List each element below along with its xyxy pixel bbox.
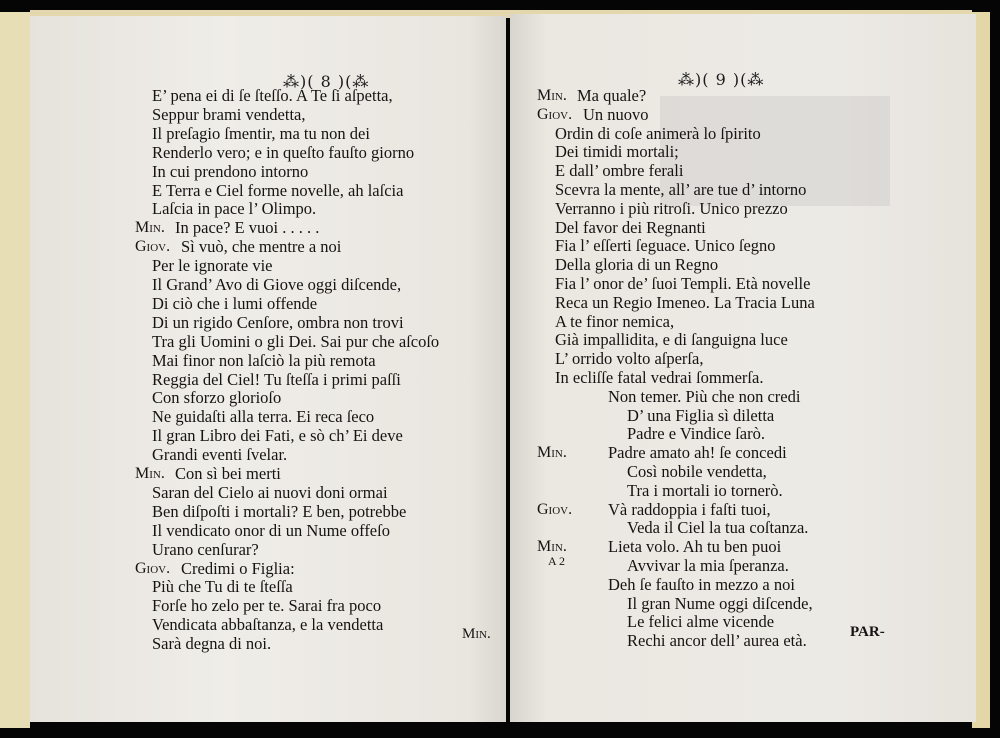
speaker-label: Giov. bbox=[135, 559, 171, 577]
verse-line: Padre e Vindice ſarò. bbox=[627, 424, 765, 444]
verse-line: Della gloria di un Regno bbox=[555, 255, 719, 275]
verse-line: Con sforzo glorioſo bbox=[152, 388, 282, 408]
verse-line: Padre amato ah! ſe concedi bbox=[608, 443, 787, 463]
verse-line: L’ orrido volto aſperſa, bbox=[555, 349, 704, 369]
verse-line: Veda il Ciel la tua coſtanza. bbox=[627, 518, 809, 538]
verse-line: E Terra e Ciel forme novelle, ah laſcia bbox=[152, 180, 404, 200]
right-page bbox=[510, 14, 976, 722]
verse-line: Del favor dei Regnanti bbox=[555, 217, 706, 237]
left-page-edge bbox=[0, 12, 30, 728]
speaker-label: Min. bbox=[537, 87, 567, 104]
verse-line: Scevra la mente, all’ are tue d’ intorno bbox=[555, 180, 807, 199]
verse-line: Rechi ancor dell’ aurea età. bbox=[627, 631, 807, 651]
verse-line: Và raddoppia i faſti tuoi, bbox=[608, 499, 771, 519]
verse-line: Reca un Regio Imeneo. La Tracia Luna bbox=[555, 292, 815, 312]
verse-line: Lieta volo. Ah tu ben puoi bbox=[608, 537, 782, 557]
catchword: Min. bbox=[462, 626, 491, 642]
verse-line: Dei timidi mortali; bbox=[555, 142, 679, 162]
verse-line: Un nuovo bbox=[583, 104, 649, 124]
speaker-label: Giov. bbox=[537, 500, 573, 518]
verse-line: In cui prendono intorno bbox=[152, 161, 309, 181]
verse-line: In pace? E vuoi . . . . . bbox=[175, 218, 320, 238]
verse-line: Non temer. Più che non credi bbox=[608, 386, 801, 406]
verse-line: Ma quale? bbox=[577, 86, 647, 105]
verse-line: Vendicata abbaſtanza, e la vendetta bbox=[152, 615, 384, 635]
verse-line: E’ pena ei di ſe ſteſſo. A Te ſi aſpetta, bbox=[152, 86, 393, 105]
verse-line: Reggia del Ciel! Tu ſteſſa i primi paſſi bbox=[152, 369, 401, 389]
verse-line: Fia l’ onor de’ ſuoi Templi. Età novelle bbox=[555, 274, 811, 293]
verse-line: Seppur brami vendetta, bbox=[152, 104, 306, 124]
speaker-label: Min. bbox=[537, 538, 567, 556]
verse-line: Urano cenſurar? bbox=[152, 539, 259, 559]
catchword: PAR- bbox=[850, 624, 885, 640]
verse-line: Deh ſe fauſto in mezzo a noi bbox=[608, 574, 795, 594]
left-page bbox=[30, 16, 506, 722]
verse-line: Il preſagio ſmentir, ma tu non dei bbox=[152, 123, 370, 143]
verse-line: E dall’ ombre ferali bbox=[555, 161, 684, 181]
verse-line: Con sì bei merti bbox=[175, 464, 281, 483]
verse-line: Fia l’ eſſerti ſeguace. Unico ſegno bbox=[555, 236, 776, 256]
page-number: ⁂)( 8 )(⁂ bbox=[283, 72, 370, 91]
speaker-label: Giov. bbox=[135, 238, 171, 256]
verse-line: Per le ignorate vie bbox=[152, 256, 273, 276]
verse-line: Ne guidaſti alla terra. Ei reca ſeco bbox=[152, 407, 375, 427]
verse-line: Tra i mortali io tornerò. bbox=[627, 480, 783, 500]
verse-line: Renderlo vero; e in queſto fauſto giorno bbox=[152, 142, 415, 162]
verse-line: Avvivar la mia ſperanza. bbox=[627, 556, 789, 575]
verse-line: Di ciò che i lumi offende bbox=[152, 293, 318, 313]
verse-line: Sì vuò, che mentre a noi bbox=[181, 237, 342, 257]
verse-line: Già impallidita, e di ſanguigna luce bbox=[555, 330, 788, 350]
verse-line: Ben diſpoſti i mortali? E ben, potrebbe bbox=[152, 501, 407, 521]
verse-line: Il gran Libro dei Fati, e sò ch’ Ei deve bbox=[152, 426, 403, 446]
verse-line: Così nobile vendetta, bbox=[627, 462, 767, 481]
verse-line: Grandi eventi ſvelar. bbox=[152, 445, 288, 465]
verse-line: A te finor nemica, bbox=[555, 311, 675, 331]
verse-line: In ecliſſe fatal vedrai ſommerſa. bbox=[555, 368, 764, 387]
verse-line: Laſcia in pace l’ Olimpo. bbox=[152, 199, 317, 219]
verse-line: Le felici alme vicende bbox=[627, 612, 775, 632]
verse-line: Saran del Cielo ai nuovi doni ormai bbox=[152, 482, 388, 502]
speaker-label: Min. bbox=[537, 444, 567, 462]
verse-line: Il gran Nume oggi diſcende, bbox=[627, 593, 813, 613]
verse-line: Il Grand’ Avo di Giove oggi diſcende, bbox=[152, 275, 402, 294]
verse-line: Sarà degna di noi. bbox=[152, 634, 272, 654]
verse-line: Più che Tu di te ſteſſa bbox=[152, 577, 293, 597]
signature-mark: A 2 bbox=[548, 554, 566, 568]
verse-line: Tra gli Uomini o gli Dei. Sai pur che aſcoſo bbox=[152, 331, 440, 351]
verse-line: Di un rigido Cenſore, ombra non trovi bbox=[152, 312, 404, 332]
verse-line: D’ una Figlia sì diletta bbox=[627, 405, 775, 425]
page-number: ⁂)( 9 )(⁂ bbox=[678, 70, 765, 89]
verse-line: Forſe ho zelo per te. Sarai fra poco bbox=[152, 596, 382, 616]
speaker-label: Min. bbox=[135, 219, 165, 237]
verse-line: Ordin di coſe animerà lo ſpirito bbox=[555, 123, 761, 143]
speaker-label: Giov. bbox=[537, 105, 573, 123]
verse-line: Verranno i più ritroſi. Unico prezzo bbox=[555, 198, 788, 218]
verse-line: Credimi o Figlia: bbox=[181, 558, 295, 578]
verse-line: Il vendicato onor di un Nume offeſo bbox=[152, 520, 390, 540]
verse-line: Mai finor non laſciò la più remota bbox=[152, 350, 376, 370]
speaker-label: Min. bbox=[135, 465, 165, 482]
